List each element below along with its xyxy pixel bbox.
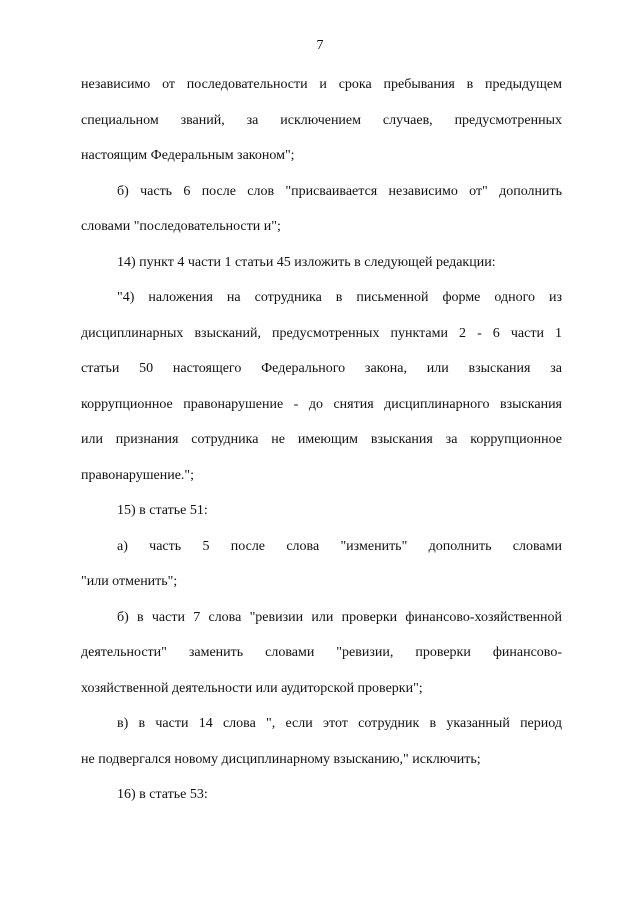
text-line: а) часть 5 после слова "изменить" дополнить словами xyxy=(117,539,562,554)
text-line: настоящим Федеральным законом"; xyxy=(81,148,295,163)
text-line: 15) в статье 51: xyxy=(117,503,208,518)
text-line: 14) пункт 4 части 1 статьи 45 изложить в следующей редакции: xyxy=(117,255,496,270)
text-line: дисциплинарных взысканий, предусмотренных пунктами 2 - 6 части 1 xyxy=(81,326,562,341)
text-line: б) часть 6 после слов "присваивается независимо от" дополнить xyxy=(117,184,562,199)
text-line: статьи 50 настоящего Федерального закона, или взыскания за xyxy=(81,361,562,376)
text-line: коррупционное правонарушение - до снятия дисциплинарного взыскания xyxy=(81,397,562,412)
text-line: хозяйственной деятельности или аудиторской проверки"; xyxy=(81,681,423,696)
text-line: независимо от последовательности и срока пребывания в предыдущем xyxy=(81,77,562,92)
text-line: "4) наложения на сотрудника в письменной форме одного из xyxy=(117,290,562,305)
page-number: 7 xyxy=(316,38,324,53)
text-line: или признания сотрудника не имеющим взыскания за коррупционное xyxy=(81,432,562,447)
text-line: не подвергался новому дисциплинарному взысканию," исключить; xyxy=(81,752,481,767)
text-line: "или отменить"; xyxy=(81,574,178,589)
text-line: специальном званий, за исключением случаев, предусмотренных xyxy=(81,113,562,128)
text-line: 16) в статье 53: xyxy=(117,787,208,802)
text-line: правонарушение."; xyxy=(81,468,195,483)
text-line: б) в части 7 слова "ревизии или проверки финансово-хозяйственной xyxy=(117,610,562,625)
text-line: в) в части 14 слова ", если этот сотрудник в указанный период xyxy=(117,716,562,731)
text-line: деятельности" заменить словами "ревизии, проверки финансово- xyxy=(81,645,562,660)
text-line: словами "последовательности и"; xyxy=(81,219,281,234)
